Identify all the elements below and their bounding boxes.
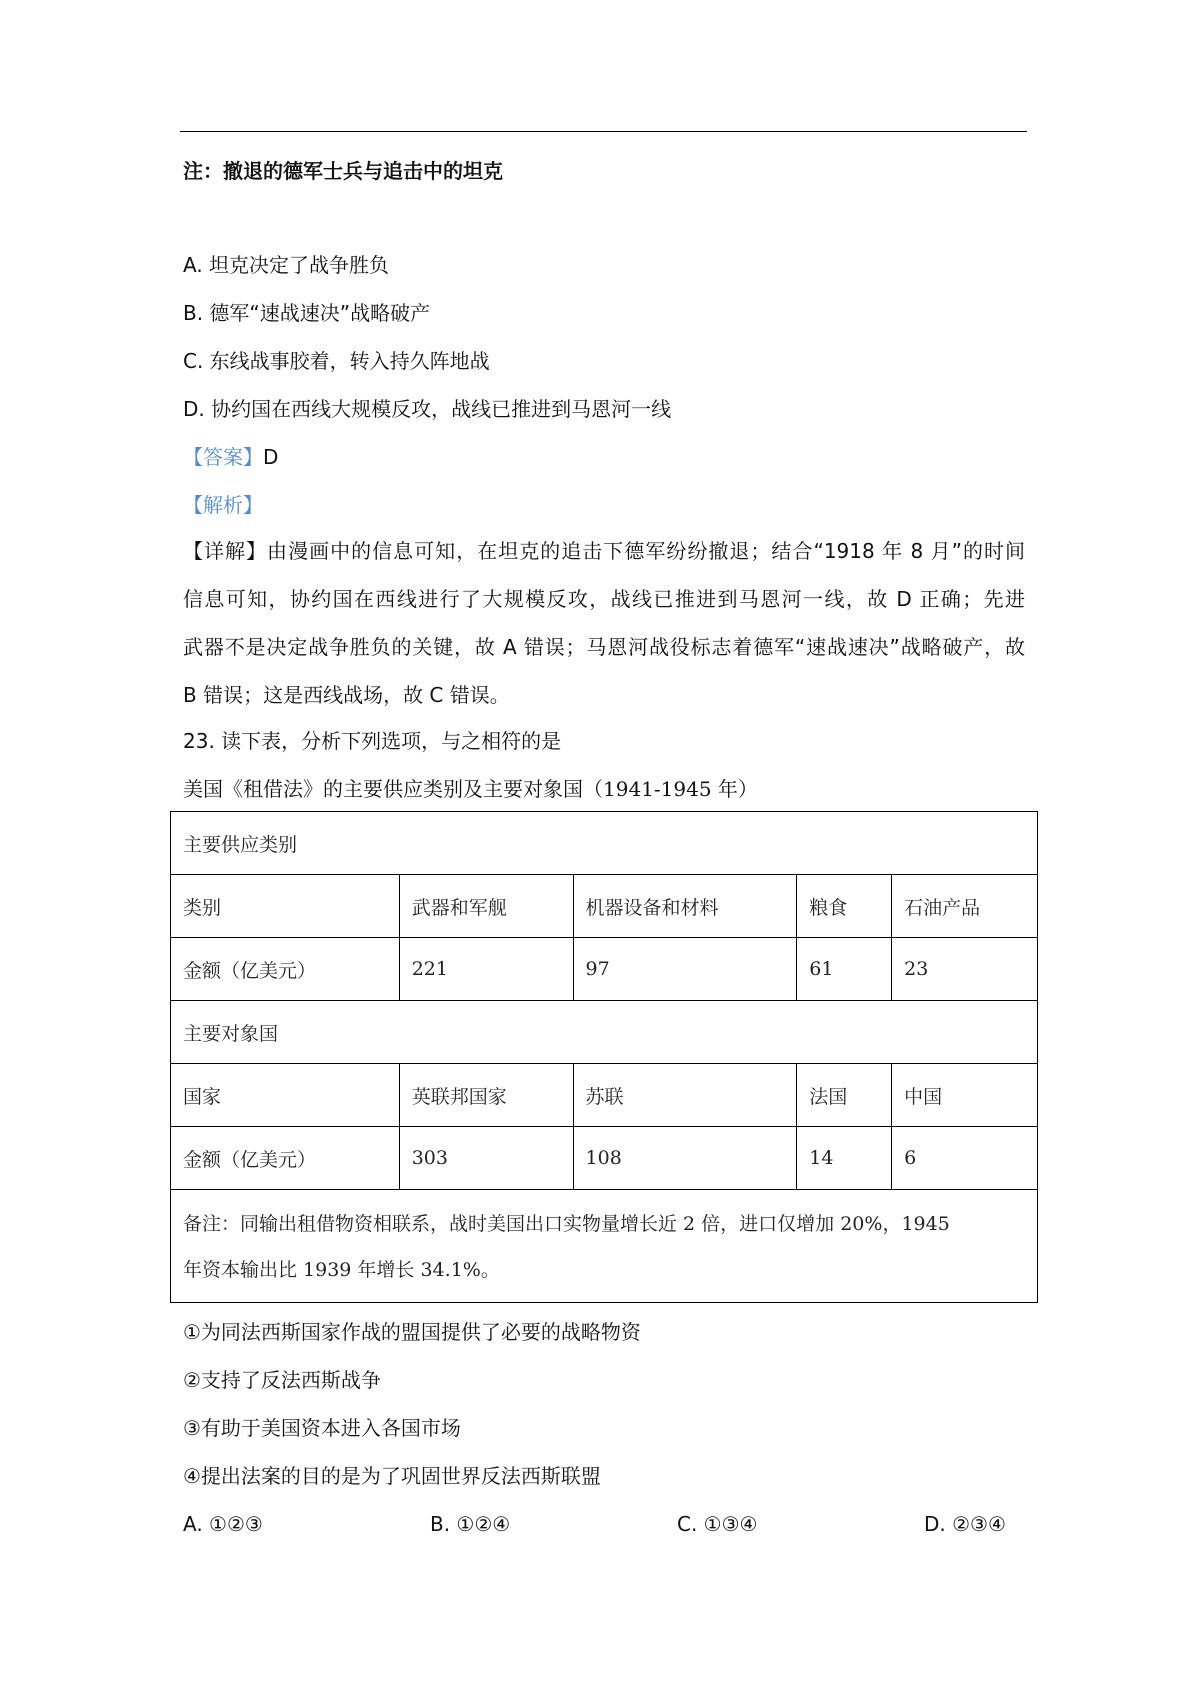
q23-option-b: B. ①②④ (430, 1512, 511, 1536)
table-cell: 类别 (171, 875, 400, 938)
table-cell: 国家 (171, 1064, 400, 1127)
q23-option-a: A. ①②③ (183, 1512, 263, 1536)
table-cell: 武器和军舰 (399, 875, 573, 938)
table-section-row (171, 1001, 1038, 1064)
answer-value: D (263, 445, 279, 469)
table-cell: 14 (797, 1127, 892, 1190)
table-row (171, 938, 1038, 1001)
table-cell: 苏联 (573, 1064, 797, 1127)
table-cell: 金额（亿美元） (171, 938, 400, 1001)
lend-lease-table (170, 811, 1038, 1303)
table-note-line-1: 备注：同输出租借物资相联系，战时美国出口实物量增长近 2 倍，进口仅增加 20%，1945 (183, 1213, 950, 1235)
table-cell: 97 (573, 938, 797, 1001)
q22-option-d: D. 协约国在西线大规模反攻，战线已推进到马恩河一线 (183, 397, 672, 421)
q23-stem: 23. 读下表，分析下列选项，与之相符的是 (183, 729, 562, 753)
statement-3: ③有助于美国资本进入各国市场 (183, 1416, 461, 1440)
statement-1: ①为同法西斯国家作战的盟国提供了必要的战略物资 (183, 1320, 641, 1344)
table-cell: 303 (399, 1127, 573, 1190)
q23-option-d: D. ②③④ (924, 1512, 1006, 1536)
analysis-label: 【解析】 (183, 493, 263, 517)
table-cell: 机器设备和材料 (573, 875, 797, 938)
section-recipient-countries: 主要对象国 (171, 1001, 1038, 1064)
q22-option-a: A. 坦克决定了战争胜负 (183, 253, 390, 277)
table-note-line-2: 年资本输出比 1939 年增长 34.1%。 (183, 1259, 500, 1281)
table-header-row (171, 875, 1038, 938)
table-cell: 6 (892, 1127, 1038, 1190)
table-note-row (171, 1190, 1038, 1303)
detail-line-3: 武器不是决定战争胜负的关键，故 A 错误；马恩河战役标志着德军“速战速决”战略破产，故 (183, 635, 1025, 659)
table-cell: 23 (892, 938, 1038, 1001)
header-rule (180, 131, 1027, 132)
table-cell: 221 (399, 938, 573, 1001)
table-header-row (171, 1064, 1038, 1127)
q23-option-c: C. ①③④ (677, 1512, 758, 1536)
section-supply-types: 主要供应类别 (171, 812, 1038, 875)
table-row (171, 1127, 1038, 1190)
answer-line (183, 443, 278, 471)
detail-line-1: 【详解】由漫画中的信息可知，在坦克的追击下德军纷纷撤退；结合“1918 年 8 月”的时间 (183, 539, 1025, 563)
table-cell: 中国 (892, 1064, 1038, 1127)
table-note (171, 1190, 1038, 1303)
table-cell: 61 (797, 938, 892, 1001)
statement-4: ④提出法案的目的是为了巩固世界反法西斯联盟 (183, 1464, 601, 1488)
detail-line-2: 信息可知，协约国在西线进行了大规模反攻，战线已推进到马恩河一线，故 D 正确；先进 (183, 587, 1025, 611)
table-title: 美国《租借法》的主要供应类别及主要对象国（1941-1945 年） (183, 777, 758, 801)
q22-option-c: C. 东线战事胶着，转入持久阵地战 (183, 349, 490, 373)
table-cell: 英联邦国家 (399, 1064, 573, 1127)
answer-label: 【答案】 (183, 445, 263, 469)
caption-note: 注：撤退的德军士兵与追击中的坦克 (183, 159, 503, 183)
table-section-row (171, 812, 1038, 875)
q22-option-b: B. 德军“速战速决”战略破产 (183, 301, 431, 325)
table-cell: 108 (573, 1127, 797, 1190)
statement-2: ②支持了反法西斯战争 (183, 1368, 381, 1392)
table-cell: 法国 (797, 1064, 892, 1127)
table-cell: 石油产品 (892, 875, 1038, 938)
table-cell: 金额（亿美元） (171, 1127, 400, 1190)
detail-line-4: B 错误；这是西线战场，故 C 错误。 (183, 683, 510, 707)
table-cell: 粮食 (797, 875, 892, 938)
